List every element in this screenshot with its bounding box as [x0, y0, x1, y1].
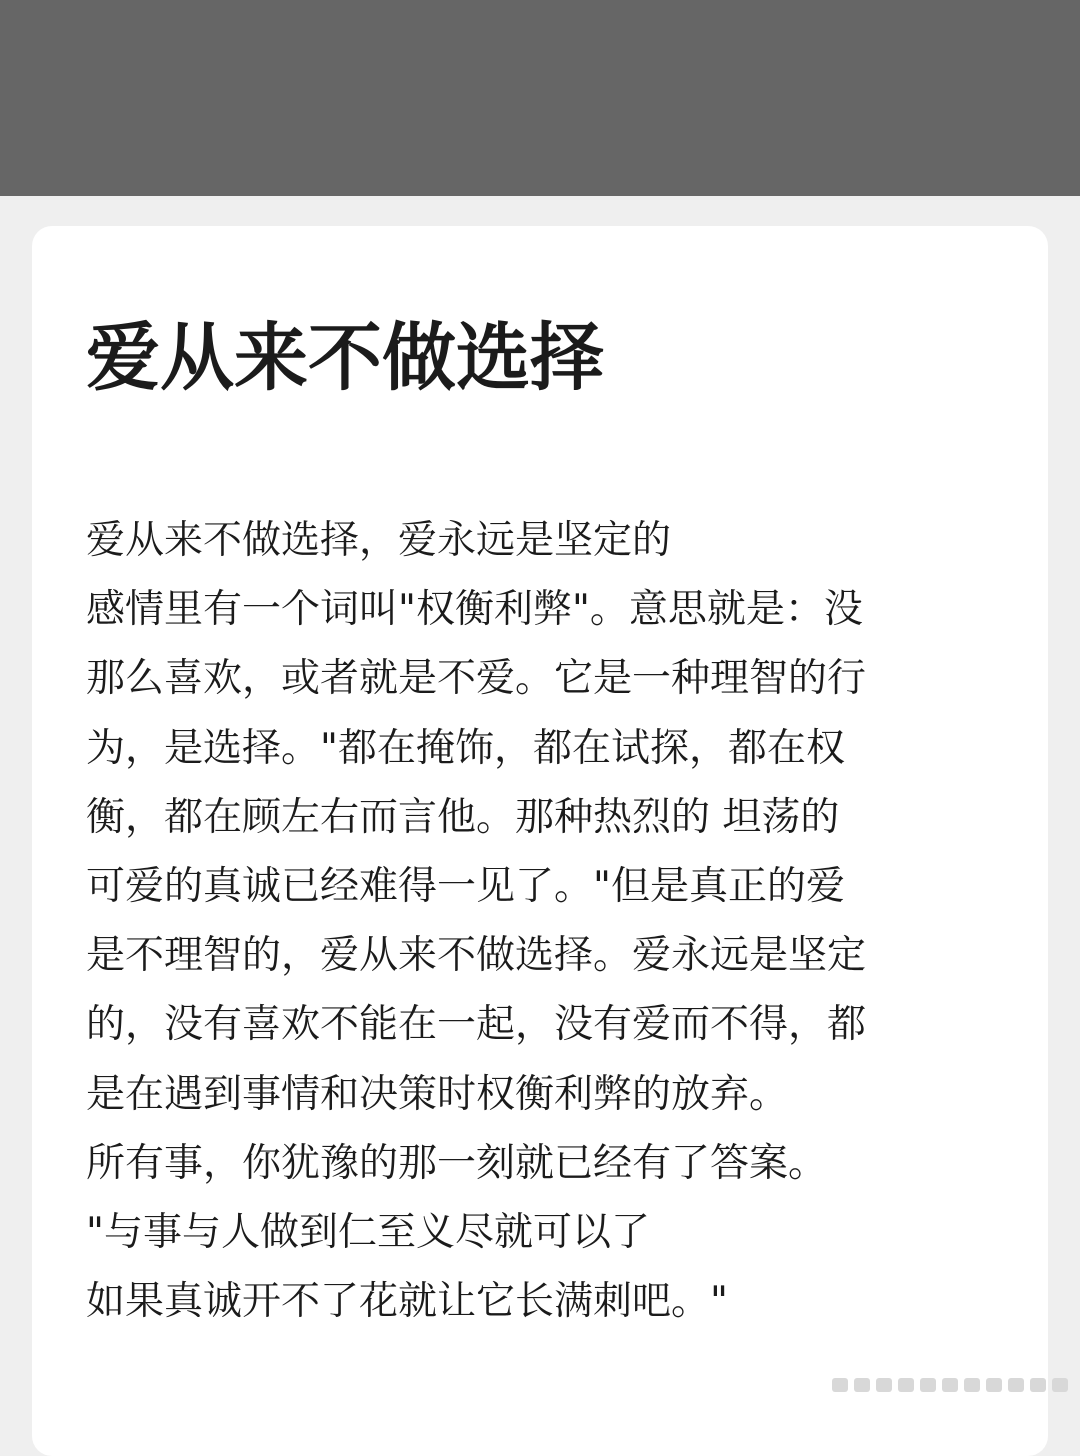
article-body [86, 506, 986, 1336]
article-line: 为，是选择。"都在掩饰，都在试探，都在权 [86, 725, 845, 771]
article-line: 那么喜欢，或者就是不爱。它是一种理智的行 [86, 656, 867, 702]
article-title: 爱从来不做选择 [86, 315, 604, 401]
article-line: 如果真诚开不了花就让它长满刺吧。" [86, 1279, 728, 1325]
article-line: 感情里有一个词叫"权衡利弊"。意思就是：没 [86, 587, 863, 633]
article-line: 可爱的真诚已经难得一见了。"但是真正的爱 [86, 864, 845, 910]
article-card [32, 226, 1048, 1456]
watermark-mark [832, 1378, 1068, 1392]
article-line: 所有事，你犹豫的那一刻就已经有了答案。 [86, 1140, 828, 1186]
article-line: "与事与人做到仁至义尽就可以了 [86, 1210, 650, 1256]
article-line: 是不理智的，爱从来不做选择。爱永远是坚定 [86, 933, 867, 979]
article-line: 衡，都在顾左右而言他。那种热烈的 坦荡的 [86, 794, 840, 840]
top-header-bar [0, 0, 1080, 196]
article-line: 爱从来不做选择，爱永远是坚定的 [86, 518, 672, 563]
article-line: 是在遇到事情和决策时权衡利弊的放弃。 [86, 1071, 789, 1117]
article-line: 的，没有喜欢不能在一起，没有爱而不得，都 [86, 1002, 867, 1048]
